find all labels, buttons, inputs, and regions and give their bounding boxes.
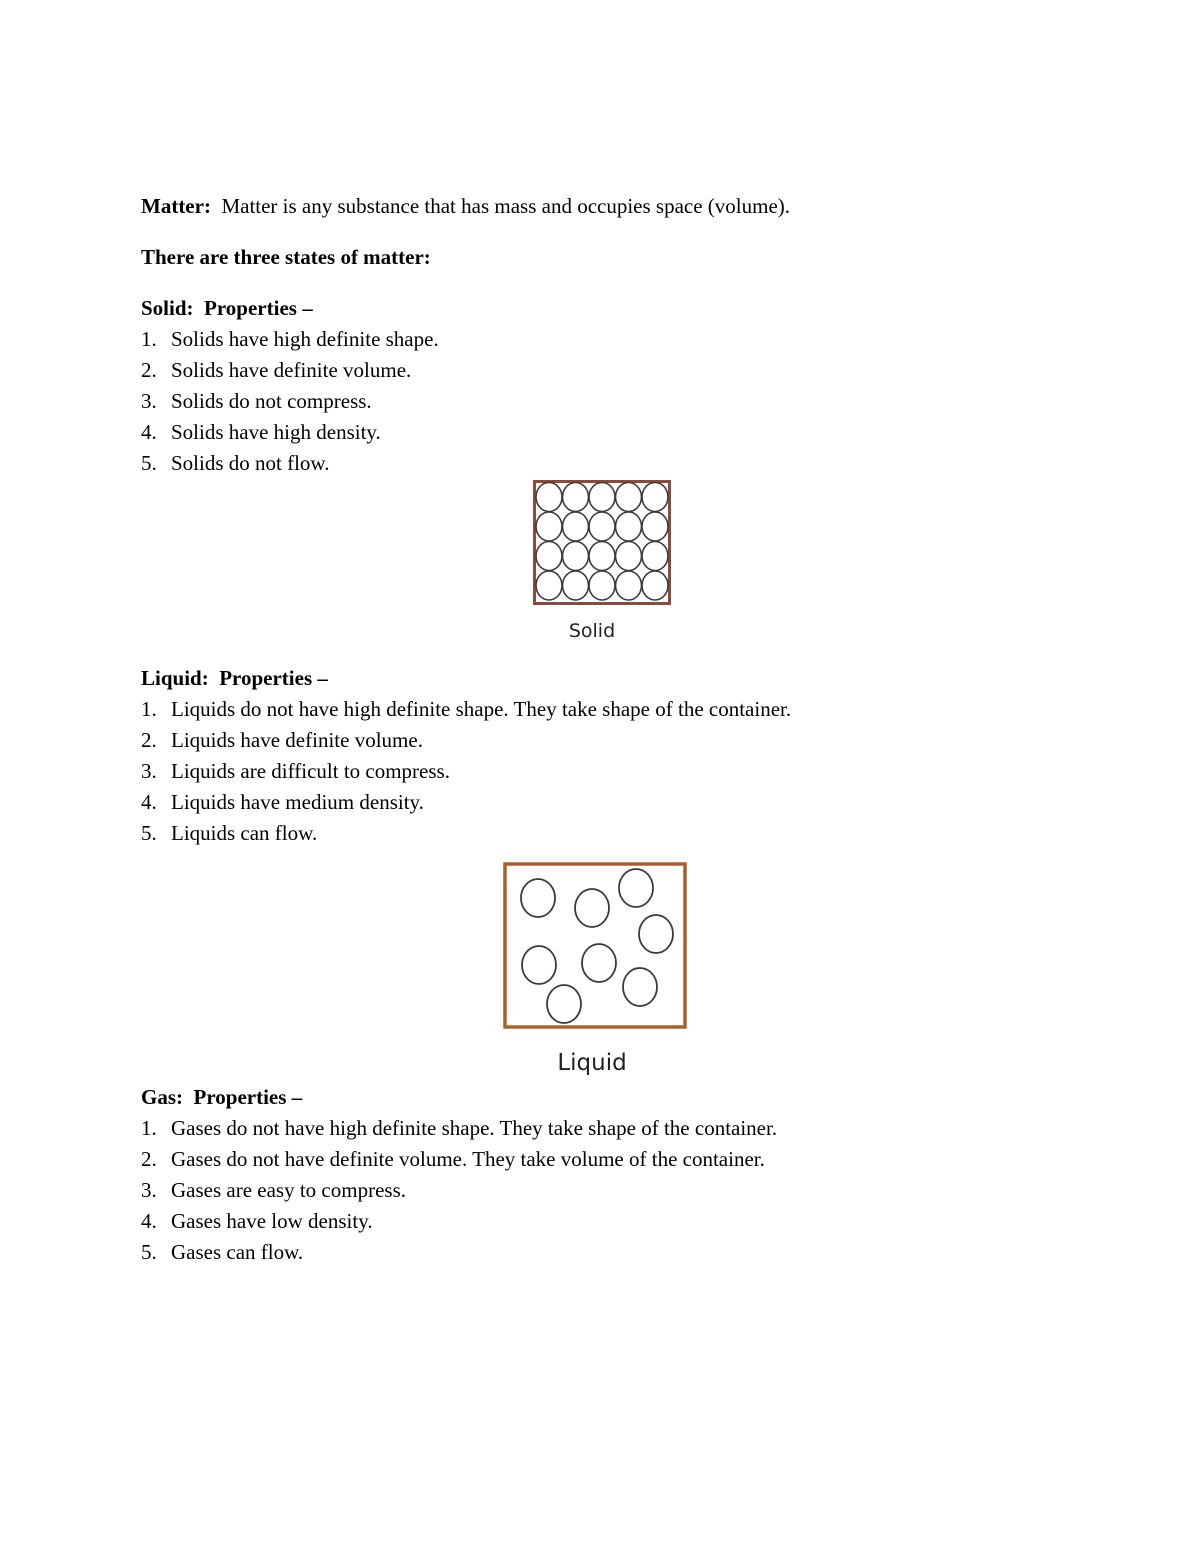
gas-item-text: Gases do not have definite volume. They take volume of the container. — [171, 1147, 765, 1171]
liquid-heading-label: Properties – — [219, 666, 328, 690]
liquid-item — [141, 696, 791, 722]
solid-item-text: Solids have high density. — [171, 420, 381, 444]
liquid-figure-caption: Liquid — [557, 1050, 627, 1076]
solid-item-number: 5. — [141, 451, 157, 475]
liquid-item — [141, 758, 450, 784]
states-intro: There are three states of matter: — [141, 245, 431, 269]
liquid-heading — [141, 665, 328, 691]
gas-item-text: Gases can flow. — [171, 1240, 304, 1264]
liquid-item-number: 3. — [141, 759, 157, 783]
solid-item-text: Solids do not compress. — [171, 389, 372, 413]
gas-item-number: 4. — [141, 1209, 157, 1233]
solid-item — [141, 450, 329, 476]
liquid-item-text: Liquids do not have high definite shape. They take shape of the container. — [171, 697, 792, 721]
gas-item-number: 5. — [141, 1240, 157, 1264]
gas-item-text: Gases do not have high definite shape. They take shape of the container. — [171, 1116, 778, 1140]
liquid-item-number: 1. — [141, 697, 157, 721]
liquid-item-number: 2. — [141, 728, 157, 752]
gas-item — [141, 1177, 406, 1203]
solid-item — [141, 357, 411, 383]
gas-item-number: 1. — [141, 1116, 157, 1140]
gas-item-text: Gases are easy to compress. — [171, 1178, 406, 1202]
solid-heading-term: Solid: — [141, 296, 194, 320]
liquid-item-text: Liquids are difficult to compress. — [171, 759, 450, 783]
solid-item — [141, 326, 439, 352]
liquid-item-number: 4. — [141, 790, 157, 814]
solid-item-number: 3. — [141, 389, 157, 413]
solid-item — [141, 388, 372, 414]
solid-item-text: Solids have high definite shape. — [171, 327, 439, 351]
liquid-heading-term: Liquid: — [141, 666, 209, 690]
solid-heading — [141, 295, 313, 321]
solid-figure-caption: Solid — [568, 620, 616, 642]
liquid-item-text: Liquids can flow. — [171, 821, 318, 845]
gas-heading-label: Properties – — [193, 1085, 303, 1109]
gas-item — [141, 1115, 777, 1141]
gas-heading-term: Gas: — [141, 1085, 183, 1109]
liquid-item-text: Liquids have definite volume. — [171, 728, 423, 752]
gas-item — [141, 1208, 373, 1234]
matter-definition — [141, 193, 790, 219]
gas-heading — [141, 1084, 302, 1110]
liquid-item — [141, 789, 424, 815]
liquid-item — [141, 820, 317, 846]
matter-term: Matter: — [141, 194, 211, 218]
solid-item-number: 1. — [141, 327, 157, 351]
matter-definition-text: Matter is any substance that has mass and occupies space (volume). — [221, 194, 791, 218]
solid-particles-diagram — [533, 480, 671, 605]
solid-item — [141, 419, 381, 445]
gas-item-number: 3. — [141, 1178, 157, 1202]
solid-item-number: 4. — [141, 420, 157, 444]
liquid-item-number: 5. — [141, 821, 157, 845]
solid-heading-label: Properties – — [204, 296, 313, 320]
solid-item-text: Solids do not flow. — [171, 451, 330, 475]
liquid-particles-diagram — [503, 862, 687, 1029]
gas-item — [141, 1239, 303, 1265]
liquid-item-text: Liquids have medium density. — [171, 790, 424, 814]
solid-item-number: 2. — [141, 358, 157, 382]
gas-item — [141, 1146, 765, 1172]
liquid-item — [141, 727, 423, 753]
gas-item-number: 2. — [141, 1147, 157, 1171]
gas-item-text: Gases have low density. — [171, 1209, 373, 1233]
solid-item-text: Solids have definite volume. — [171, 358, 412, 382]
